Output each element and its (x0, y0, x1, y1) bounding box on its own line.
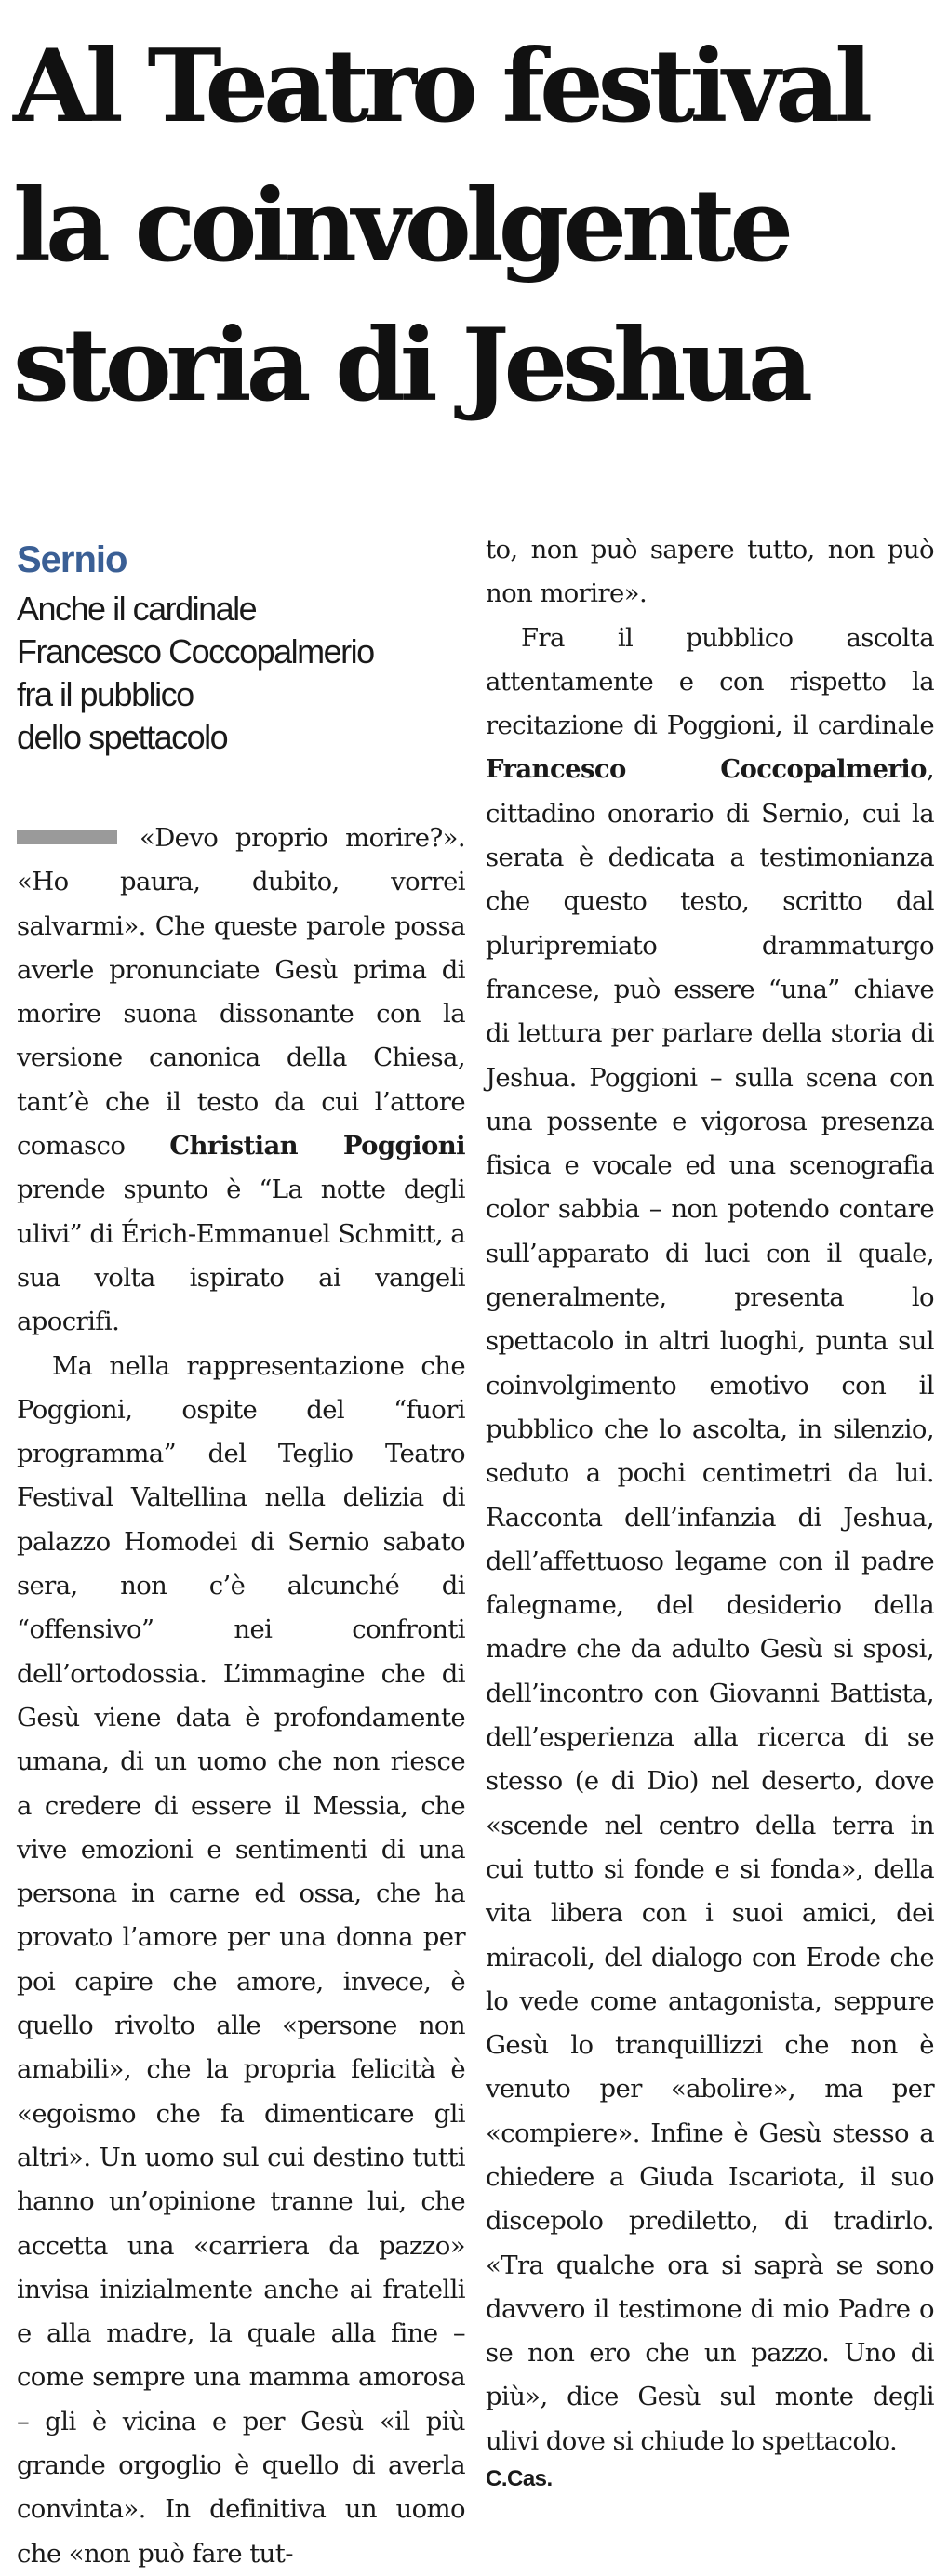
headline-line-3: storia di Jeshua (13, 307, 808, 424)
body-paragraph-3 (486, 617, 934, 2463)
subhead-line-2: Francesco Coccopalmerio (17, 632, 374, 671)
subheadline (17, 588, 465, 759)
body-paragraph-1 (17, 817, 465, 1345)
headline (13, 17, 943, 435)
article-column-right (486, 528, 934, 2495)
subhead-line-4: dello spettacolo (17, 718, 228, 756)
headline-line-1: Al Teatro festival (13, 28, 868, 145)
headline-line-2: la coinvolgente (13, 167, 789, 285)
subhead-line-3: fra il pubblico (17, 675, 194, 713)
person-name-christian-poggioni: Christian Poggioni (169, 1131, 465, 1162)
subhead-line-1: Anche il cardinale (17, 590, 257, 628)
body-paragraph-3-text-a: Fra il pubblico ascolta attentamente e con rispetto la recitazione di Poggioni, il cardinale (486, 622, 934, 741)
kicker-location: Sernio (17, 539, 127, 580)
body-paragraph-1-text-a: «Devo proprio morire?». «Ho paura, dubito, vorrei salvarmi». Che queste parole possa averle pronunciate Gesù prima di morire suona dissonante con la versione canonica della Chiesa, tant’è che il testo da cui l’attore comasco (17, 823, 465, 1162)
author-signature: C.Cas. (486, 2466, 553, 2492)
body-paragraph-2: Ma nella rappresentazione che Poggioni, ospite del “fuori programma” del Teglio Teatro Festival Valtellina nella delizia di palazzo Homodei di Sernio sabato sera, non c’è alcunché di “offensivo” nei confronti dell’ortodossia. L’immagine che di Gesù viene data è profondamente umana, di un uomo che non riesce a credere di essere il Messia, che vive emozioni e sentimenti di una persona in carne ed ossa, che ha provato l’amore per una donna per poi capire che amore, invece, è quello rivolto alle «persone non amabili», che la propria felicità è «egoismo che fa dimenticare gli altri». Un uomo sul cui destino tutti hanno un’opinione tranne lui, che accetta una «carriera da pazzo» invisa inizialmente anche ai fratelli e alla madre, la quale alla fine – come sempre una mamma amorosa – gli è vicina e per Gesù «il più grande orgoglio è quello di averla convinta». In definitiva un uomo che «non può fare tut- (17, 1350, 465, 2569)
body-paragraph-2-continued: to, non può sapere tutto, non può non morire». (486, 535, 934, 609)
body-paragraph-3-text-b: , cittadino onorario di Sernio, cui la serata è dedicata a testimonianza che questo testo, scritto dal pluripremiato drammaturgo francese, può essere “una” chiave di lettura per parlare della storia di Jeshua. Poggioni – sulla scena con una possente e vigorosa presenza fisica e vocale ed una scenografia color sabbia – non potendo contare sull’apparato di luci con il quale, generalmente, presenta lo spettacolo in altri luoghi, punta sul coinvolgimento emotivo con il pubblico che lo ascolta, in silenzio, seduto a pochi centimetri da lui. Racconta dell’infanzia di Jeshua, dell’affettuoso legame con il padre falegname, del desiderio della madre che da adulto Gesù si sposi, dell’incontro con Giovanni Battista, dell’esperienza alla ricerca di se stesso (e di Dio) nel deserto, dove «scende nel centro della terra in cui tutto si fonde e si fonda», della vita libera con i suoi amici, dei miracoli, del dialogo con Erode che lo vede come antagonista, seppure Gesù lo tranquillizzi che non è venuto per «abolire», ma per «compiere». Infine è Gesù stesso a chiedere a Giuda Iscariota, il suo discepolo prediletto, di tradirlo. «Tra qualche ora si saprà se sono davvero il testimone di mio Padre o se non ero che un pazzo. Uno di più», dice Gesù sul monte degli ulivi dove si chiude lo spettacolo. (486, 754, 934, 2456)
lead-in-rule (17, 830, 117, 844)
article-column-left (17, 539, 465, 2576)
person-name-francesco-coccopalmerio: Francesco Coccopalmerio (486, 754, 927, 785)
body-paragraph-1-text-b: prende spunto è “La notte degli ulivi” di Érich-Emmanuel Schmitt, a sua volta ispirato ai vangeli apocrifi. (17, 1175, 465, 1337)
